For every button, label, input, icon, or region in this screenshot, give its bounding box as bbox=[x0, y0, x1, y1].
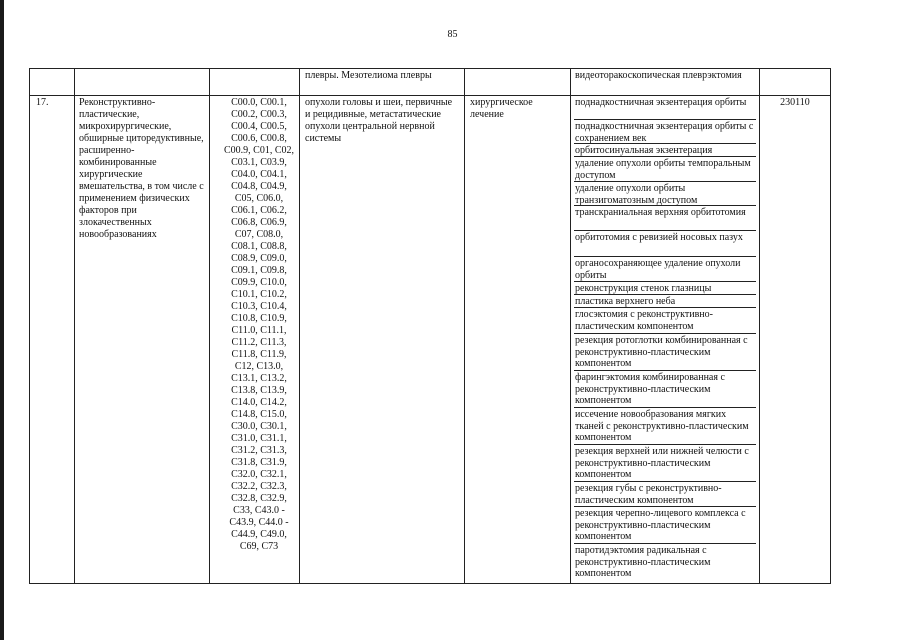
row-cancer-cell bbox=[299, 95, 464, 584]
row-number: 17. bbox=[36, 97, 49, 108]
cost-value: 230110 bbox=[780, 97, 810, 108]
prev-row-treatment-cell bbox=[464, 68, 570, 96]
method-item: транскраниальная верхняя орбитотомия bbox=[574, 207, 756, 231]
row-cost-cell bbox=[759, 95, 831, 584]
method-item: поднадкостничная экзентерация орбиты bbox=[574, 97, 756, 120]
page-number: 85 bbox=[447, 29, 458, 40]
icd-codes: C00.0, C00.1, C00.2, C00.3, C00.4, C00.5, C00.6, C00.8, C00.9, C01, C02, C03.1, C03.9, C04.0, C04.1, C04.8, C04.9, C05, C06.0, C06.1, C06.2, C06.8, C06.9, C07, C08.0, C08.1, C08.8, C08.9, C09.0, C09.1, C09.8, C09.9, C10.0, C10.1, C10.2, C10.3, C10.4, C10.8, C10.9, C11.0, C11.1, C11.2, C11.3, C11.8, C11.9, C12, C13.0, C13.1, C13.2, C13.8, C13.9, C14.0, C14.2, C14.8, C15.0, C30.0, C30.1, C31.0, C31.1, C31.2, C31.3, C31.8, C31.9, C32.0, C32.1, C32.2, C32.3, C32.8, C32.9, C33, C43.0 - C43.9, C44.0 - C44.9, C49.0, C69, C73 bbox=[223, 97, 294, 552]
method-item: резекция ротоглотки комбинированная с реконструктивно-пластическим компонентом bbox=[574, 335, 756, 371]
prev-row-codes-cell bbox=[209, 68, 299, 96]
method-item: резекция верхней или нижней челюсти с реконструктивно-пластическим компонентом bbox=[574, 446, 756, 482]
row-name-cell bbox=[74, 95, 209, 584]
method-item: поднадкостничная экзентерация орбиты с сохранением век bbox=[574, 121, 756, 144]
cancer-type: опухоли головы и шеи, первичные и рецидивные, метастатические опухоли центральной нервной системы bbox=[305, 97, 453, 144]
row-treatment-cell bbox=[464, 95, 570, 584]
method-item: глосэктомия с реконструктивно-пластическим компонентом bbox=[574, 309, 756, 334]
method-item: фарингэктомия комбинированная с реконструктивно-пластическим компонентом bbox=[574, 372, 756, 408]
prev-row-cost-cell bbox=[759, 68, 831, 96]
method-item: удаление опухоли орбиты темпоральным доступом bbox=[574, 158, 756, 182]
treatment-type: хирургическое лечение bbox=[470, 97, 533, 120]
method-item: удаление опухоли орбиты транзигоматозным доступом bbox=[574, 183, 756, 206]
prev-row-cancer-cell bbox=[299, 68, 464, 96]
method-item: пластика верхнего неба bbox=[574, 296, 756, 308]
row-num-cell bbox=[29, 95, 74, 584]
method-item: органосохраняющее удаление опухоли орбиты bbox=[574, 258, 756, 282]
prev-row-name-cell bbox=[74, 68, 209, 96]
method-item: реконструкция стенок глазницы bbox=[574, 283, 756, 295]
method-item: паротидэктомия радикальная с реконструктивно-пластическим компонентом bbox=[575, 545, 711, 579]
method-item: резекция губы с реконструктивно-пластическим компонентом bbox=[574, 483, 756, 507]
prev-row-num-cell bbox=[29, 68, 74, 96]
intervention-name: Реконструктивно-пластические, микрохирургические, обширные циторедуктивные, расширенно-комбинированные хирургические вмешательства, в том числе с применением физических факторов при злокачественных новообразованиях bbox=[79, 97, 204, 240]
prev-row-methods-cell bbox=[570, 68, 759, 96]
method-item: резекция черепно-лицевого комплекса с реконструктивно-пластическим компонентом bbox=[574, 508, 756, 544]
method-item: орбитосинуальная экзентерация bbox=[574, 145, 756, 157]
method-item: видеоторакоскопическая плеврэктомия bbox=[575, 70, 742, 81]
prev-row-cancer-type: плевры. Мезотелиома плевры bbox=[305, 70, 432, 81]
method-item: иссечение новообразования мягких тканей с реконструктивно-пластическим компонентом bbox=[574, 409, 756, 445]
row-methods-cell bbox=[570, 95, 759, 584]
method-item: орбитотомия с ревизией носовых пазух bbox=[574, 232, 756, 257]
scan-edge-bar bbox=[0, 0, 4, 640]
row-codes-cell bbox=[209, 95, 299, 584]
